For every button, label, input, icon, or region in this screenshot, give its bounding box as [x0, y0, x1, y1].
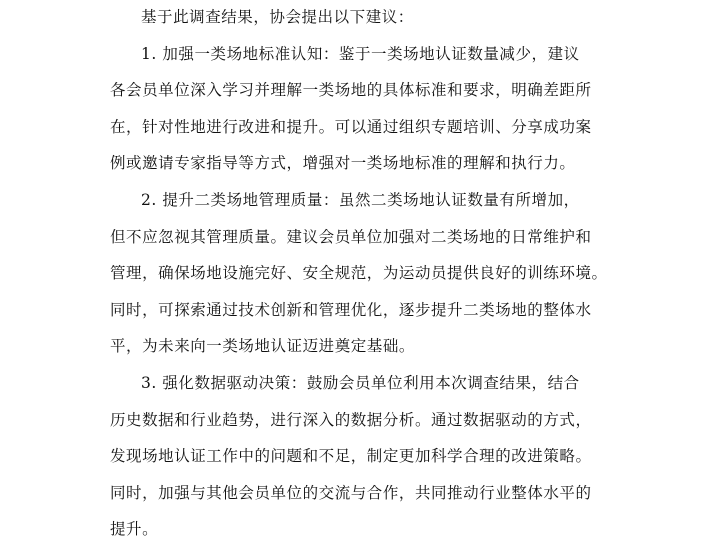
- paragraph-line: 但不应忽视其管理质量。建议会员单位加强对二类场地的日常维护和: [110, 227, 592, 246]
- paragraph-line: 提升。: [110, 520, 159, 539]
- paragraph-line: 同时，可探索通过技术创新和管理优化，逐步提升二类场地的整体水: [110, 300, 592, 319]
- paragraph-line: 例或邀请专家指导等方式，增强对一类场地标准的理解和执行力。: [110, 154, 576, 173]
- recommendation-2: [110, 182, 610, 365]
- recommendation-1: [110, 36, 610, 182]
- document-body: [110, 0, 610, 548]
- paragraph-line: 2. 提升二类场地管理质量：虽然二类场地认证数量有所增加，: [141, 190, 580, 209]
- intro-line: 基于此调查结果，协会提出以下建议：: [141, 8, 414, 26]
- paragraph-line: 3. 强化数据驱动决策：鼓励会员单位利用本次调查结果，结合: [141, 373, 580, 392]
- paragraph-line: 在，针对性地进行改进和提升。可以通过组织专题培训、分享成功案: [110, 117, 592, 136]
- paragraph-line: 历史数据和行业趋势，进行深入的数据分析。通过数据驱动的方式，: [110, 410, 592, 429]
- paragraph-line: 各会员单位深入学习并理解一类场地的具体标准和要求，明确差距所: [110, 81, 592, 100]
- paragraph-line: 1. 加强一类场地标准认知：鉴于一类场地认证数量减少，建议: [141, 44, 580, 63]
- paragraph-line: 管理，确保场地设施完好、安全规范，为运动员提供良好的训练环境。: [110, 264, 608, 283]
- paragraph-line: 发现场地认证工作中的问题和不足，制定更加科学合理的改进策略。: [110, 447, 592, 466]
- paragraph-line: 同时，加强与其他会员单位的交流与合作，共同推动行业整体水平的: [110, 483, 592, 502]
- recommendation-3: [110, 365, 610, 548]
- paragraph-line: 平，为未来向一类场地认证迈进奠定基础。: [110, 337, 415, 356]
